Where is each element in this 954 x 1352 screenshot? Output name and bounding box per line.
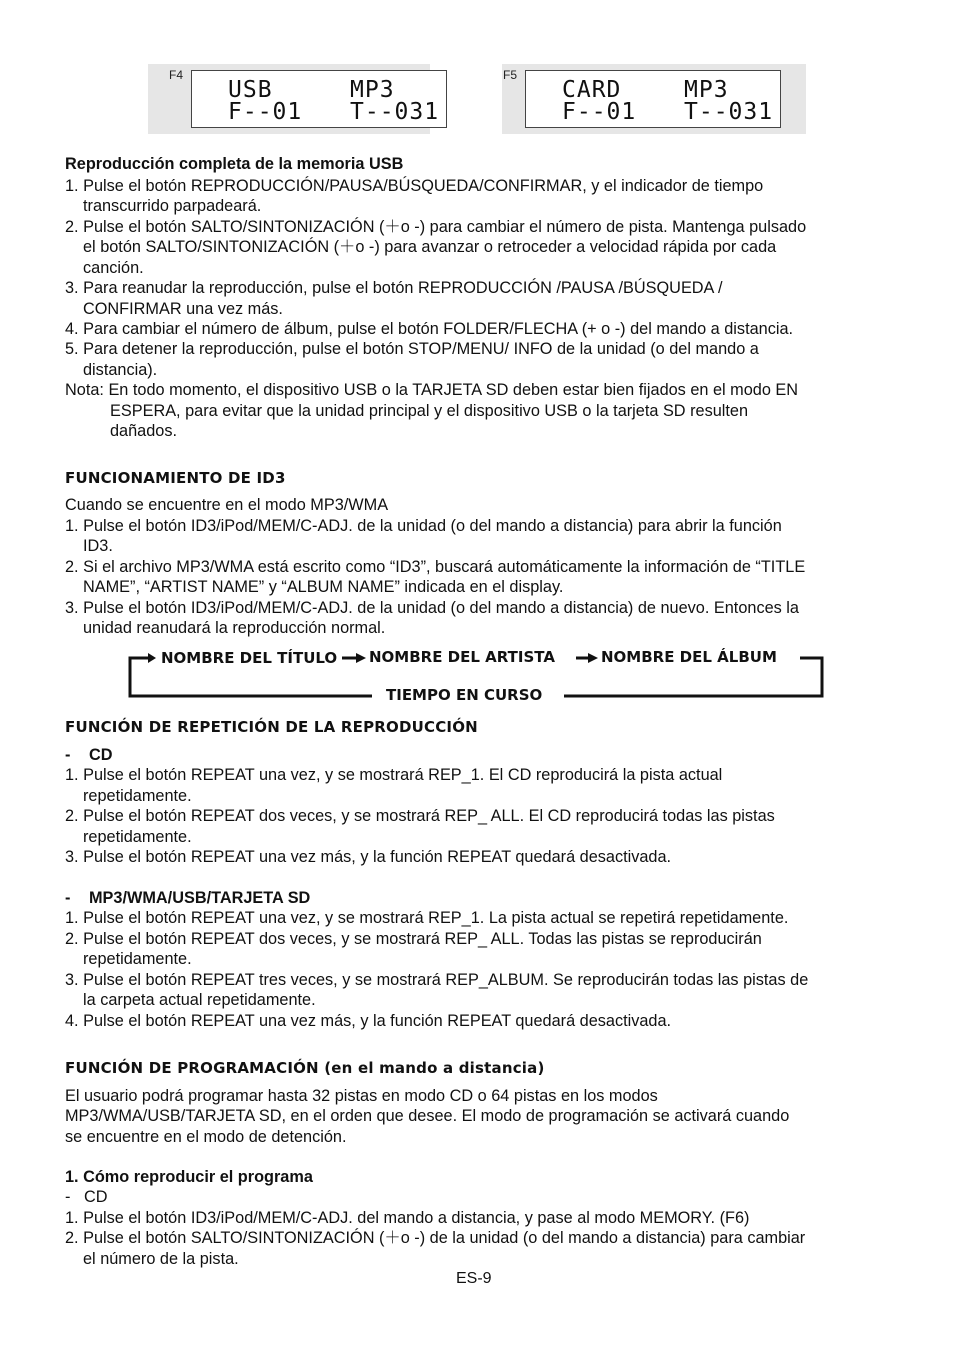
lcd-source: CARD xyxy=(562,77,622,103)
id3-step-3: 3. Pulse el botón ID3/iPod/MEM/C-ADJ. de la unidad (o del mando a distancia) de nuevo. Entonces la xyxy=(65,599,799,617)
repeat-mp3-step-3-cont: la carpeta actual repetidamente. xyxy=(83,991,316,1009)
usb-step-2: 2. Pulse el botón SALTO/SINTONIZACIÓN (＋o -) para cambiar el número de pista. Mantenga pulsado xyxy=(65,218,807,236)
lcd-track: T--031 xyxy=(684,99,774,125)
arrow-right-icon xyxy=(356,653,366,663)
usb-step-1: 1. Pulse el botón REPRODUCCIÓN/PAUSA/BÚSQUEDA/CONFIRMAR, y el indicador de tiempo xyxy=(65,177,764,195)
arrow-right-icon xyxy=(588,653,598,663)
repeat-cd-step-2-cont: repetidamente. xyxy=(83,828,192,846)
usb-note-cont: ESPERA, para evitar que la unidad principal y el dispositivo USB o la tarjeta SD resulten xyxy=(110,402,749,420)
usb-step-5-cont: distancia). xyxy=(83,361,158,379)
lcd-format: MP3 xyxy=(684,77,729,103)
program-paragraph-cont: MP3/WMA/USB/TARJETA SD, en el orden que desee. El modo de programación se activará cuando xyxy=(65,1107,790,1125)
id3-step-2: 2. Si el archivo MP3/WMA está escrito como “ID3”, buscará automáticamente la información de “TITLE xyxy=(65,558,806,576)
repeat-cd-dash: - xyxy=(65,746,71,764)
lcd-screen-f5 xyxy=(525,70,781,128)
section-heading-program: FUNCIÓN DE PROGRAMACIÓN (en el mando a distancia) xyxy=(65,1059,545,1077)
lcd-track: T--031 xyxy=(350,99,440,125)
repeat-mp3-dash: - xyxy=(65,889,71,907)
repeat-mp3-step-3: 3. Pulse el botón REPEAT tres veces, y se mostrará REP_ALBUM. Se reproducirán todas las pistas de xyxy=(65,971,809,989)
page-number: ES-9 xyxy=(456,1270,492,1287)
section-heading-id3: FUNCIONAMIENTO DE ID3 xyxy=(65,469,286,487)
program-cd-label: - CD xyxy=(65,1188,108,1206)
usb-step-1-cont: transcurrido parpadeará. xyxy=(83,197,262,215)
display-figure-f5 xyxy=(502,64,806,134)
usb-note: Nota: En todo momento, el dispositivo USB o la TARJETA SD deben estar bien fijados en el modo EN xyxy=(65,381,799,399)
program-paragraph-cont: se encuentre en el modo de detención. xyxy=(65,1128,347,1146)
id3-step-2-cont: NAME”, “ARTIST NAME” y “ALBUM NAME” indicada en el display. xyxy=(83,578,564,596)
repeat-mp3-title: MP3/WMA/USB/TARJETA SD xyxy=(89,889,311,907)
usb-step-2-cont: el botón SALTO/SINTONIZACIÓN (＋o -) para avanzar o retroceder a velocidad rápida por cada xyxy=(83,238,777,256)
repeat-cd-step-1-cont: repetidamente. xyxy=(83,787,192,805)
usb-step-4: 4. Para cambiar el número de álbum, pulse el botón FOLDER/FLECHA (+ o -) del mando a distancia. xyxy=(65,320,794,338)
id3-step-3-cont: unidad reanudará la reproducción normal. xyxy=(83,619,386,637)
usb-step-3: 3. Para reanudar la reproducción, pulse el botón REPRODUCCIÓN /PAUSA /BÚSQUEDA / xyxy=(65,279,723,297)
program-step-2: 2. Pulse el botón SALTO/SINTONIZACIÓN (＋o -) de la unidad (o del mando a distancia) para cambiar xyxy=(65,1229,806,1247)
arrow-right-icon xyxy=(148,653,156,663)
repeat-mp3-step-2: 2. Pulse el botón REPEAT dos veces, y se mostrará REP_ ALL. Todas las pistas se reproducirán xyxy=(65,930,762,948)
display-figure-f4 xyxy=(148,64,440,134)
repeat-mp3-step-1: 1. Pulse el botón REPEAT una vez, y se mostrará REP_1. La pista actual se repetirá repetidamente. xyxy=(65,909,789,927)
flow-step-title: NOMBRE DEL TÍTULO xyxy=(161,649,338,667)
program-subtitle: 1. Cómo reproducir el programa xyxy=(65,1168,313,1186)
repeat-cd-title: CD xyxy=(89,746,113,764)
repeat-cd-step-3: 3. Pulse el botón REPEAT una vez más, y la función REPEAT quedará desactivada. xyxy=(65,848,672,866)
section-heading-repeat: FUNCIÓN DE REPETICIÓN DE LA REPRODUCCIÓN xyxy=(65,718,478,736)
repeat-cd-step-2: 2. Pulse el botón REPEAT dos veces, y se mostrará REP_ ALL. El CD reproducirá todas las pistas xyxy=(65,807,775,825)
repeat-cd-step-1: 1. Pulse el botón REPEAT una vez, y se mostrará REP_1. El CD reproducirá la pista actual xyxy=(65,766,723,784)
lcd-folder: F--01 xyxy=(228,99,303,125)
lcd-screen-f4 xyxy=(191,70,447,128)
id3-flow-diagram xyxy=(128,648,824,704)
repeat-mp3-step-2-cont: repetidamente. xyxy=(83,950,192,968)
usb-note-cont: dañados. xyxy=(110,422,177,440)
repeat-mp3-step-4: 4. Pulse el botón REPEAT una vez más, y la función REPEAT quedará desactivada. xyxy=(65,1012,672,1030)
usb-step-3-cont: CONFIRMAR una vez más. xyxy=(83,300,283,318)
lcd-source: USB xyxy=(228,77,273,103)
usb-step-5: 5. Para detener la reproducción, pulse el botón STOP/MENU/ INFO de la unidad (o del mando a xyxy=(65,340,759,358)
flow-step-album: NOMBRE DEL ÁLBUM xyxy=(601,648,777,666)
program-step-1: 1. Pulse el botón ID3/iPod/MEM/C-ADJ. del mando a distancia, y pase al modo MEMORY. (F6) xyxy=(65,1209,750,1227)
figure-label-f5: F5 xyxy=(503,68,518,82)
usb-step-2-cont: canción. xyxy=(83,259,144,277)
id3-step-1-cont: ID3. xyxy=(83,537,113,555)
flow-step-artist: NOMBRE DEL ARTISTA xyxy=(369,648,555,666)
flow-step-time: TIEMPO EN CURSO xyxy=(386,686,543,704)
id3-step-1: 1. Pulse el botón ID3/iPod/MEM/C-ADJ. de la unidad (o del mando a distancia) para abrir la función xyxy=(65,517,782,535)
lcd-format: MP3 xyxy=(350,77,395,103)
section-title-usb: Reproducción completa de la memoria USB xyxy=(65,155,404,173)
program-paragraph: El usuario podrá programar hasta 32 pistas en modo CD o 64 pistas en los modos xyxy=(65,1087,658,1105)
program-step-2-cont: el número de la pista. xyxy=(83,1250,239,1268)
id3-intro: Cuando se encuentre en el modo MP3/WMA xyxy=(65,496,389,514)
lcd-folder: F--01 xyxy=(562,99,637,125)
figure-label-f4: F4 xyxy=(169,68,184,82)
